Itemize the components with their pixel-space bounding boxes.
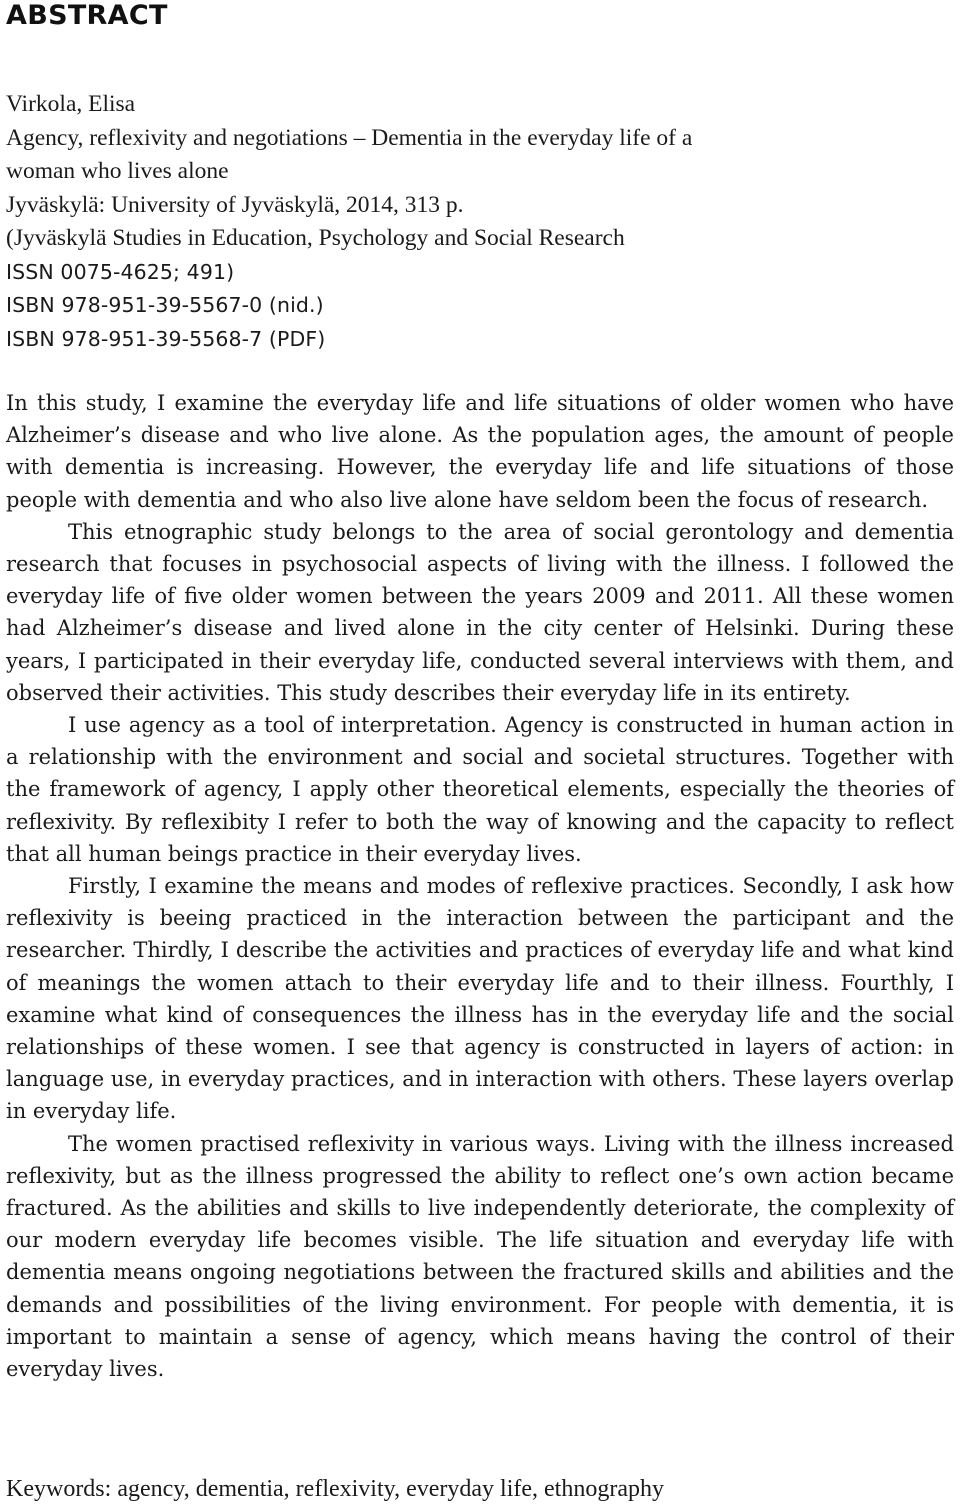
isbn-print-line: ISBN 978-951-39-5567-0 (nid.) [6,293,324,317]
thesis-title-line-1: Agency, reflexivity and negotiations – Dementia in the everyday life of a [6,124,693,151]
bibliographic-info [6,88,954,356]
page-title: ABSTRACT [6,0,168,31]
publisher-line: Jyväskylä: University of Jyväskylä, 2014, 313 p. [6,191,464,218]
series-line: (Jyväskylä Studies in Education, Psychology and Social Research [6,225,625,251]
abstract-paragraph-4: Firstly, I examine the means and modes of reflexive practices. Secondly, I ask how reflexivity is beeing practiced in the interaction between the participant and the researcher. Thirdly, I describe the activities and practices of everyday life and what kind of meanings the women attach to their everyday life and to their illness. Fourthly, I examine what kind of consequences the illness has in the everyday life and the social relationships of these women. I see that agency is constructed in layers of action: in language use, in everyday practices, and in interaction with others. These layers overlap in everyday life. [6,874,954,1124]
keywords-line: Keywords: agency, dementia, reflexivity, everyday life, ethnography [6,1476,664,1502]
abstract-paragraph-3: I use agency as a tool of interpretation. Agency is constructed in human action in a relationship with the environment and social and societal structures. Together with the framework of agency, I apply other theoretical elements, especially the theories of reflexivity. By reflexibity I refer to both the way of knowing and the capacity to reflect that all human beings practice in their everyday lives. [6,713,954,866]
thesis-title-line-2: woman who lives alone [6,158,229,184]
abstract-paragraph-1: In this study, I examine the everyday life and life situations of older women who have Alzheimer’s disease and who live alone. As the population ages, the amount of people with dementia is increasing. However, the everyday life and life situations of those people with dementia and who also live alone have seldom been the focus of research. [6,391,954,512]
abstract-paragraph-5: The women practised reflexivity in various ways. Living with the illness increased reflexivity, but as the illness progressed the ability to reflect one’s own action became fractured. As the abilities and skills to live independently deteriorate, the complexity of our modern everyday life becomes visible. The life situation and everyday life with dementia means ongoing negotiations between the fractured skills and abilities and the demands and possibilities of the living environment. For people with dementia, it is important to maintain a sense of agency, which means having the control of their everyday lives. [6,1131,954,1382]
abstract-body [6,387,954,1385]
author-name: Virkola, Elisa [6,91,136,117]
isbn-pdf-line: ISBN 978-951-39-5568-7 (PDF) [6,326,326,351]
abstract-paragraph-2: This etnographic study belongs to the area of social gerontology and dementia research that focuses in psychosocial aspects of living with the illness. I followed the everyday life of five older women between the years 2009 and 2011. All these women had Alzheimer’s disease and lived alone in the city center of Helsinki. During these years, I participated in their everyday life, conducted several interviews with them, and observed their activities. This study describes their everyday life in its entirety. [6,519,954,705]
issn-line: ISSN 0075-4625; 491) [6,259,235,284]
